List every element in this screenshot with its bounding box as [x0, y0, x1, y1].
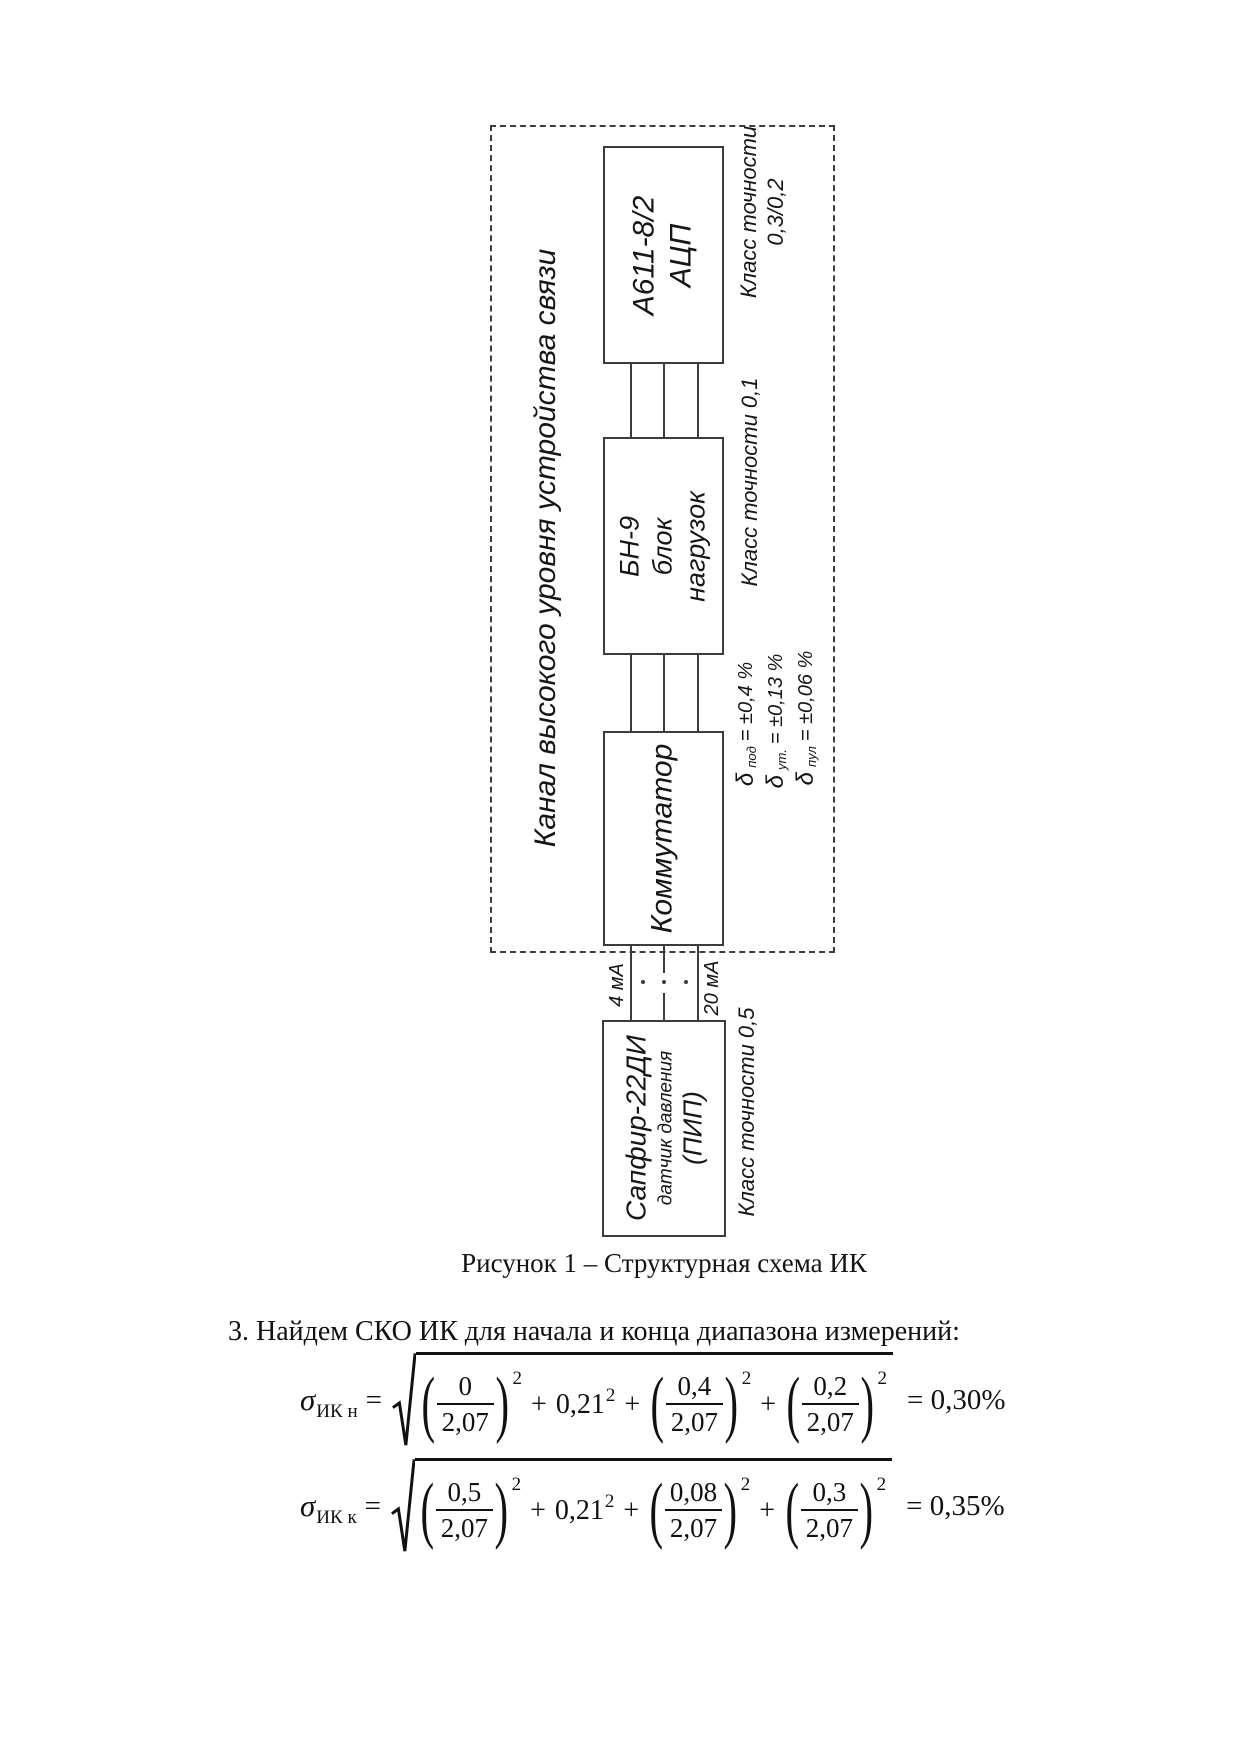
block-label-line: датчик давления	[655, 1050, 677, 1206]
delta-subscript: ут.	[774, 749, 790, 770]
wire-line	[697, 655, 699, 731]
sigma-subscript: ИК к	[316, 1507, 357, 1528]
exponent: 2	[741, 1368, 752, 1390]
sigma-subscript: ИК н	[316, 1401, 358, 1422]
denominator: 2,07	[801, 1509, 858, 1543]
denominator: 2,07	[436, 1509, 493, 1543]
wire-ellipsis-dot	[662, 980, 666, 984]
formula-lhs	[300, 1488, 357, 1528]
accuracy-class-line: 0,3/0,2	[763, 178, 788, 246]
wire-ellipsis-dot	[684, 980, 688, 984]
exponent: 2	[512, 1368, 523, 1390]
fraction	[801, 1477, 858, 1543]
accuracy-class-line: Класс точности 0,1	[736, 377, 762, 587]
formula-result: = 0,30%	[907, 1383, 1006, 1416]
plus-sign: +	[531, 1388, 547, 1420]
block-label-line: Сапфир-22ДИ	[620, 1035, 652, 1221]
bn9-block-label	[603, 438, 724, 656]
term-value: 0,21	[555, 1388, 605, 1420]
block-label-line: А611-8/2	[627, 195, 661, 316]
fraction-term	[648, 1469, 751, 1552]
accuracy-class-line: Класс точности 0,5	[733, 1007, 759, 1217]
numerator: 0,08	[669, 1477, 718, 1508]
block-label-line: нагрузок	[680, 491, 711, 602]
wire-label-text: 20 мА	[700, 960, 723, 1016]
denominator: 2,07	[802, 1403, 859, 1437]
right-paren: )	[859, 1469, 874, 1552]
left-paren: (	[650, 1363, 665, 1446]
left-paren: (	[786, 1363, 801, 1446]
wire-line	[630, 946, 632, 1020]
radical-sign	[392, 1352, 416, 1448]
numerator: 0	[458, 1371, 472, 1402]
radical-sign	[391, 1458, 415, 1554]
fraction-term	[784, 1469, 887, 1552]
left-paren: (	[649, 1469, 664, 1552]
right-paren: )	[723, 1469, 738, 1552]
plus-sign: +	[759, 1494, 776, 1526]
delta-subscript: пул	[804, 746, 820, 767]
denominator: 2,07	[437, 1403, 494, 1437]
wire-label-20ma	[699, 943, 725, 1033]
exponent: 2	[740, 1474, 751, 1496]
bn9-accuracy-class-label	[736, 362, 764, 602]
wire-label-4ma	[604, 945, 630, 1025]
fraction	[802, 1371, 859, 1437]
exponent: 2	[511, 1474, 522, 1496]
denominator: 2,07	[665, 1509, 722, 1543]
block-label-line: (ПИП)	[677, 1091, 708, 1165]
numerator: 0,2	[813, 1371, 848, 1402]
block-label-line: блок	[647, 517, 678, 576]
sigma-symbol: σ	[300, 1488, 316, 1523]
left-paren: (	[785, 1469, 800, 1552]
plus-sign: +	[623, 1494, 640, 1526]
numerator: 0,5	[447, 1477, 482, 1508]
denominator: 2,07	[666, 1403, 723, 1437]
fraction-term	[420, 1363, 523, 1446]
fraction	[437, 1371, 494, 1437]
sigma-symbol: σ	[300, 1382, 316, 1417]
fraction	[666, 1371, 723, 1437]
sensor-block-label	[603, 1020, 727, 1237]
wire-centerline-segment	[663, 993, 665, 1020]
plain-term	[555, 1384, 616, 1421]
fraction	[436, 1477, 493, 1543]
square-root	[392, 1352, 893, 1448]
delta-annotation	[761, 631, 791, 811]
delta-symbol: δ	[762, 774, 790, 789]
block-label-line: Коммутатор	[645, 743, 679, 934]
sensor-accuracy-class-label	[733, 992, 761, 1232]
radicand	[415, 1458, 892, 1554]
fraction-term	[785, 1363, 888, 1446]
fraction-term	[649, 1363, 752, 1446]
delta-annotation	[791, 628, 821, 808]
adc-block-label	[603, 147, 724, 365]
figure-caption: Рисунок 1 – Структурная схема ИК	[461, 1248, 867, 1278]
numerator: 0,4	[677, 1371, 712, 1402]
wire-label-text: 4 мА	[605, 963, 628, 1007]
channel-frame-label-text: Канал высокого уровня устройства связи	[528, 248, 562, 848]
wire-centerline-segment	[663, 946, 665, 973]
exponent: 2	[605, 1384, 616, 1406]
left-paren: (	[420, 1469, 435, 1552]
plus-sign: +	[530, 1494, 546, 1526]
left-paren: (	[421, 1363, 436, 1446]
delta-symbol: δ	[732, 772, 760, 787]
accuracy-class-line: Класс точности	[736, 125, 762, 299]
delta-annotation	[731, 634, 761, 814]
exponent: 2	[877, 1368, 888, 1390]
fraction-term	[419, 1469, 522, 1552]
wire-line	[663, 655, 665, 731]
exponent: 2	[876, 1474, 887, 1496]
right-paren: )	[724, 1363, 739, 1446]
formula-sigma-ik-end	[300, 1458, 1005, 1554]
formula-result: = 0,35%	[906, 1489, 1005, 1522]
delta-value: = ±0,06 %	[794, 650, 817, 742]
right-paren: )	[495, 1363, 509, 1446]
fraction	[665, 1477, 722, 1543]
wire-line	[663, 364, 665, 437]
delta-subscript: под	[744, 746, 760, 768]
term-value: 0,21	[554, 1494, 604, 1526]
plain-term	[554, 1490, 615, 1527]
exponent: 2	[604, 1490, 615, 1512]
delta-value: = ±0,4 %	[734, 661, 757, 742]
delta-symbol: δ	[792, 772, 820, 786]
wire-line	[630, 655, 632, 731]
formula-sigma-ik-start	[300, 1352, 1006, 1448]
adc-accuracy-class-label	[732, 92, 794, 332]
square-root	[391, 1458, 892, 1554]
wire-line	[630, 364, 632, 437]
right-paren: )	[860, 1363, 874, 1446]
plus-sign: +	[760, 1388, 776, 1420]
wire-ellipsis-dot	[641, 980, 645, 984]
right-paren: )	[494, 1469, 509, 1552]
formula-lhs	[300, 1382, 358, 1422]
radicand	[416, 1352, 893, 1448]
block-label-line: АЦП	[664, 223, 697, 288]
equals-sign: =	[364, 1489, 382, 1522]
numerator: 0,3	[812, 1477, 847, 1508]
block-label-line: БН-9	[614, 515, 645, 578]
wire-line	[697, 364, 699, 437]
equals-sign: =	[365, 1383, 382, 1416]
section-heading: 3. Найдем СКО ИК для начала и конца диапазона измерений:	[228, 1316, 960, 1347]
plus-sign: +	[624, 1388, 641, 1420]
commutator-block-label	[603, 732, 724, 946]
delta-value: = ±0,13 %	[764, 653, 787, 745]
channel-frame-label	[525, 198, 567, 898]
